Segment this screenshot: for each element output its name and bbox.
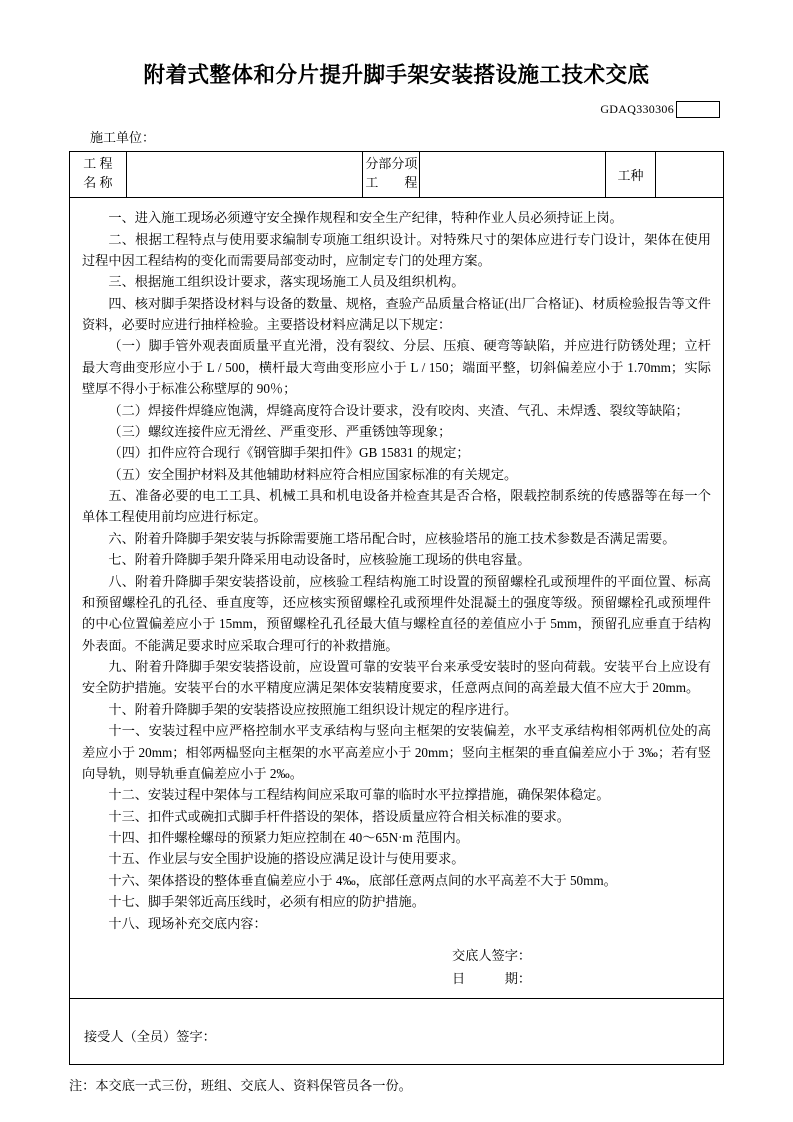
- disclosure-paragraph: （三）螺纹连接件应无滑丝、严重变形、严重锈蚀等现象；: [108, 423, 452, 439]
- presenter-signature-label: 交底人签字：: [452, 947, 532, 963]
- disclosure-paragraph: 十二、安装过程中架体与工程结构间应采取可靠的临时水平拉撑措施，确保架体稳定。: [108, 787, 610, 803]
- project-name-label-line2: 名 称: [83, 175, 113, 191]
- disclosure-paragraph: （一）脚手管外观表面质量平直光滑，没有裂纹、分层、压痕、硬弯等缺陷，并应进行防锈处理；立杆最大弯曲变形应小于 L / 500，横杆最大弯曲变形应小于 L / 150；端面平整，切斜偏差应小于 1.70mm；实际壁厚不得小于标准公称壁厚的 90％；: [82, 338, 711, 397]
- disclosure-paragraph: （五）安全围护材料及其他辅助材料应符合相应国家标准的有关规定。: [108, 466, 518, 482]
- form-code-box[interactable]: [676, 101, 720, 118]
- disclosure-paragraph: 十八、现场补充交底内容：: [108, 915, 267, 931]
- disclosure-paragraph: 七、附着升降脚手架升降采用电动设备时，应核验施工现场的供电容量。: [108, 552, 531, 568]
- work-type-label: 工种: [606, 152, 656, 198]
- disclosure-paragraph: 十、附着升降脚手架的安装搭设应按照施工组织设计规定的程序进行。: [108, 701, 518, 717]
- disclosure-paragraph: 九、附着升降脚手架安装搭设前，应设置可靠的安装平台来承受安装时的竖向荷载。安装平台上应设有安全防护措施。安装平台的水平精度应满足架体安装精度要求，任意两点间的高差最大值不应大于 20mm。: [82, 659, 711, 696]
- paragraph-list: [82, 207, 711, 934]
- disclosure-paragraph: 四、核对脚手架搭设材料与设备的数量、规格，查验产品质量合格证(出厂合格证)、材质检验报告等文件资料，必要时应进行抽样检验。主要搭设材料应满足以下规定：: [82, 295, 711, 333]
- project-name-label: [70, 152, 127, 198]
- disclosure-paragraph: 十一、安装过程中应严格控制水平支承结构与竖向主框架的安装偏差，水平支承结构相邻两机位处的高差应小于 20mm；相邻两榀竖向主框架的水平高差应小于 20mm；竖向主框架的垂直偏差应小于 3‰；若有竖向导轨，则导轨垂直偏差应小于 2‰。: [82, 723, 711, 781]
- header-row: [70, 152, 724, 198]
- disclosure-paragraph: 十七、脚手架邻近高压线时，必须有相应的防护措施。: [108, 894, 425, 910]
- form-code-row: [0, 101, 793, 118]
- footer-note: 注：本交底一式三份，班组、交底人、资料保管员各一份。: [69, 1078, 412, 1094]
- receiver-signature-label: 接受人（全员）签字：: [84, 1028, 216, 1044]
- receiver-row: [70, 999, 724, 1065]
- signature-block: [82, 944, 711, 990]
- project-name-field[interactable]: [126, 152, 363, 198]
- date-label: 日 期：: [452, 971, 532, 986]
- disclosure-paragraph: 十五、作业层与安全围护设施的搭设应满足设计与使用要求。: [108, 851, 465, 867]
- disclosure-paragraph: 十四、扣件螺栓螺母的预紧力矩应控制在 40～65N·m 范围内。: [108, 830, 469, 846]
- disclosure-paragraph: 八、附着升降脚手架安装搭设前，应核验工程结构施工时设置的预留螺栓孔或预埋件的平面位置、标高和预留螺栓孔的孔径、垂直度等，还应核实预留螺栓孔或预埋件处混凝土的强度等级。预留螺栓孔或预埋件的中心位置偏差应小于 15mm，预留螺栓孔孔径最大值与螺栓直径的差值应小于 5mm，预留孔应垂直于结构外表面。不能满足要求时应采取合理可行的补救措施。: [82, 573, 711, 653]
- disclosure-paragraph: （二）焊接件焊缝应饱满，焊缝高度符合设计要求，没有咬肉、夹渣、气孔、未焊透、裂纹等缺陷；: [108, 402, 689, 418]
- construction-unit-label: 施工单位：: [90, 129, 156, 145]
- sub-item-label: [363, 152, 420, 198]
- technical-disclosure-sheet: [69, 151, 724, 1065]
- disclosure-paragraph: 十六、架体搭设的整体垂直偏差应小于 4‰，底部任意两点间的水平高差不大于 50mm。: [108, 872, 617, 888]
- project-name-label-line1: 工 程: [83, 156, 113, 172]
- content-row: [70, 198, 724, 999]
- sub-item-label-line1: 分部分项: [365, 156, 418, 172]
- disclosure-paragraph: 十三、扣件式或碗扣式脚手杆件搭设的架体，搭设质量应符合相关标准的要求。: [108, 808, 570, 824]
- disclosure-paragraph: 一、进入施工现场必须遵守安全操作规程和安全生产纪律，特种作业人员必须持证上岗。: [108, 210, 623, 226]
- disclosure-paragraph: 五、准备必要的电工工具、机械工具和机电设备并检查其是否合格，限载控制系统的传感器等在每一个单体工程使用前均应进行标定。: [82, 488, 711, 525]
- disclosure-paragraph: 三、根据施工组织设计要求，落实现场施工人员及组织机构。: [108, 274, 465, 290]
- disclosure-paragraph: （四）扣件应符合现行《钢管脚手架扣件》GB 15831 的规定；: [108, 445, 470, 461]
- disclosure-content: [70, 198, 724, 999]
- disclosure-paragraph: 六、附着升降脚手架安装与拆除需要施工塔吊配合时，应核验塔吊的施工技术参数是否满足需要。: [108, 530, 676, 546]
- page-title: 附着式整体和分片提升脚手架安装搭设施工技术交底: [143, 63, 650, 87]
- disclosure-paragraph: 二、根据工程特点与使用要求编制专项施工组织设计。对特殊尺寸的架体应进行专门设计，架体在使用过程中因工程结构的变化而需要局部变动时，应制定专门的处理方案。: [82, 231, 711, 268]
- sub-item-field[interactable]: [420, 152, 606, 198]
- sub-item-label-line2: 工 程: [365, 175, 418, 191]
- form-code: GDAQ330306: [600, 101, 674, 116]
- work-type-field[interactable]: [655, 152, 723, 198]
- receiver-signature-area[interactable]: [70, 999, 724, 1065]
